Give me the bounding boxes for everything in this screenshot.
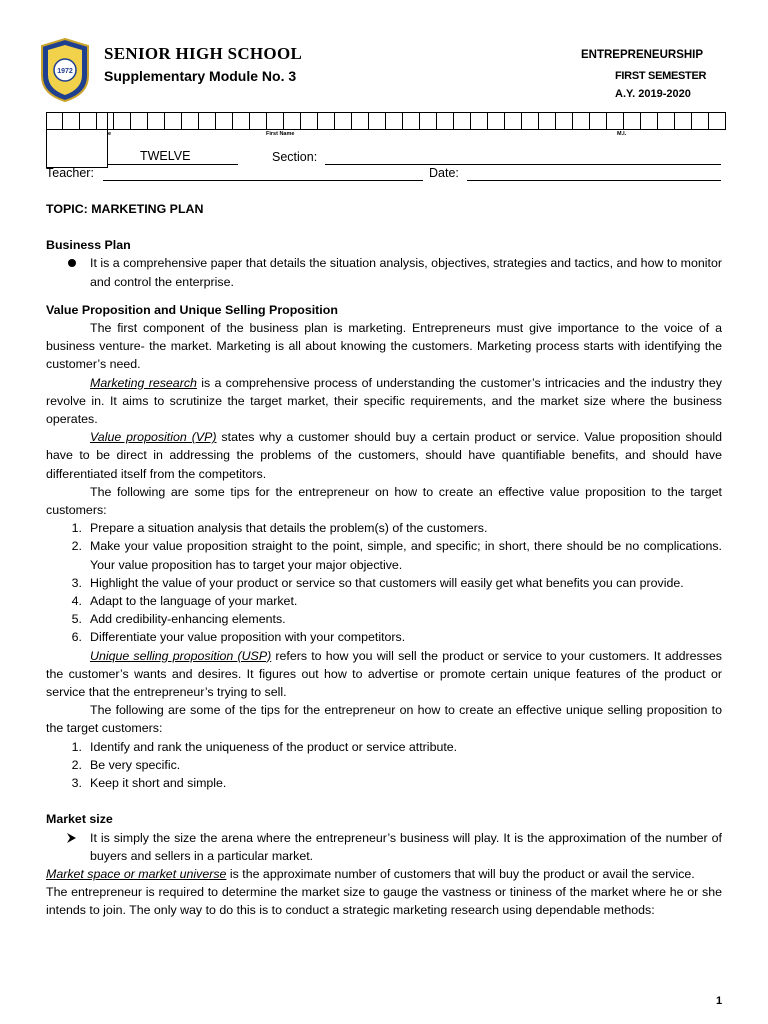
bullet-icon — [46, 254, 90, 290]
page-number: 1 — [716, 995, 723, 1007]
name-letter-boxes[interactable] — [46, 112, 726, 130]
paragraph: Unique selling proposition (USP) refers to how you will sell the product or service to your customers. It addresses the customer’s wants and desires. It figures out how to advertise or promote certain unique features of the product or service that the entrepreneur’s trying to sell. — [46, 648, 722, 700]
paragraph: Market space or market universe is the approximate number of customers that will buy the product or avail the service. — [46, 866, 695, 881]
paragraph: Value proposition (VP) states why a customer should buy a certain product or service. Value proposition should have to be direct in addressing the problems of the customers, should have quantifiable benefits, and should have differentiated itself from the competitors. — [46, 430, 723, 481]
teacher-field[interactable] — [103, 166, 423, 181]
vp-tips-list — [46, 519, 722, 646]
subject-title: ENTREPRENEURSHIP — [581, 49, 704, 61]
list-item: It is simply the size the arena where the entrepreneur’s business will play. It is the approximation of the number of buyers and sellers in a particular market. — [46, 829, 722, 865]
teacher-label: Teacher: — [46, 166, 94, 180]
term-value-proposition: Value proposition (VP) — [90, 430, 217, 445]
date-label: Date: — [429, 166, 459, 180]
list-item: 6. Differentiate your value proposition with your competitors. — [71, 630, 406, 645]
paragraph: Marketing research is a comprehensive process of understanding the customer’s intricacies and the industry they revolve in. It aims to scrutinize the target market, their specific requirements, and the market size where the business operates. — [46, 375, 722, 427]
term-marketing-research: Marketing research — [90, 375, 197, 390]
seal-year: 1972 — [57, 68, 73, 75]
vp-usp-heading: Value Proposition and Unique Selling Proposition — [46, 302, 338, 317]
paragraph: The following are some tips for the entrepreneur on how to create an effective value proposition to the target customers: — [46, 484, 722, 518]
list-item: 4. Adapt to the language of your market. — [71, 594, 298, 609]
school-name: SENIOR HIGH SCHOOL — [104, 44, 303, 63]
academic-year: A.Y. 2019-2020 — [615, 88, 691, 100]
first-name-label: First Name — [266, 131, 295, 137]
semester: FIRST SEMESTER — [615, 70, 707, 82]
grade-value: TWELVE — [140, 149, 191, 163]
last-name-label: e — [108, 131, 112, 137]
topic-heading: TOPIC: MARKETING PLAN — [46, 202, 204, 216]
list-item: 3. Highlight the value of your product or service so that customers will easily get what benefits you can provide. — [71, 575, 684, 590]
list-item: 5. Add credibility-enhancing elements. — [71, 612, 286, 627]
term-market-space: Market space or market universe — [46, 866, 227, 881]
list-item: 2. Make your value proposition straight to the point, simple, and specific; in short, there should be no complications. Your value proposition has to target your major objective. — [71, 539, 722, 572]
paragraph: The entrepreneur is required to determine the market size to gauge the vastness or tininess of the market where he or she intends to join. The only way to do this is to conduct a strategic marketing research using dependable methods: — [46, 885, 722, 918]
term-usp: Unique selling proposition (USP) — [90, 648, 272, 663]
list-item: It is a comprehensive paper that details the situation analysis, objectives, strategies and tactics, and how to monitor and control the enterprise. — [46, 254, 722, 290]
middle-initial-label: M.I. — [617, 131, 627, 137]
market-size-heading: Market size — [46, 812, 113, 827]
date-field[interactable] — [467, 166, 721, 181]
school-seal-logo — [40, 38, 90, 102]
usp-tips-list — [46, 738, 722, 793]
business-plan-heading: Business Plan — [46, 238, 131, 253]
module-title: Supplementary Module No. 3 — [104, 68, 297, 84]
paragraph: The first component of the business plan is marketing. Entrepreneurs must give importance to the voice of a business venture- the market. Marketing is all about knowing the customers. Marketing process starts with identifying the customer’s need. — [46, 321, 722, 372]
module-content — [46, 200, 722, 920]
section-label: Section: — [272, 150, 318, 164]
list-item: 1. Identify and rank the uniqueness of the product or service attribute. — [71, 739, 458, 754]
section-field[interactable] — [325, 150, 721, 165]
paragraph: The following are some of the tips for the entrepreneur on how to create an effective unique selling proposition to the target customers: — [46, 703, 722, 736]
list-item: 3. Keep it short and simple. — [71, 776, 227, 791]
arrow-bullet-icon — [46, 829, 90, 865]
list-item: 2. Be very specific. — [71, 757, 181, 772]
list-item: 1. Prepare a situation analysis that details the problem(s) of the customers. — [71, 521, 488, 536]
